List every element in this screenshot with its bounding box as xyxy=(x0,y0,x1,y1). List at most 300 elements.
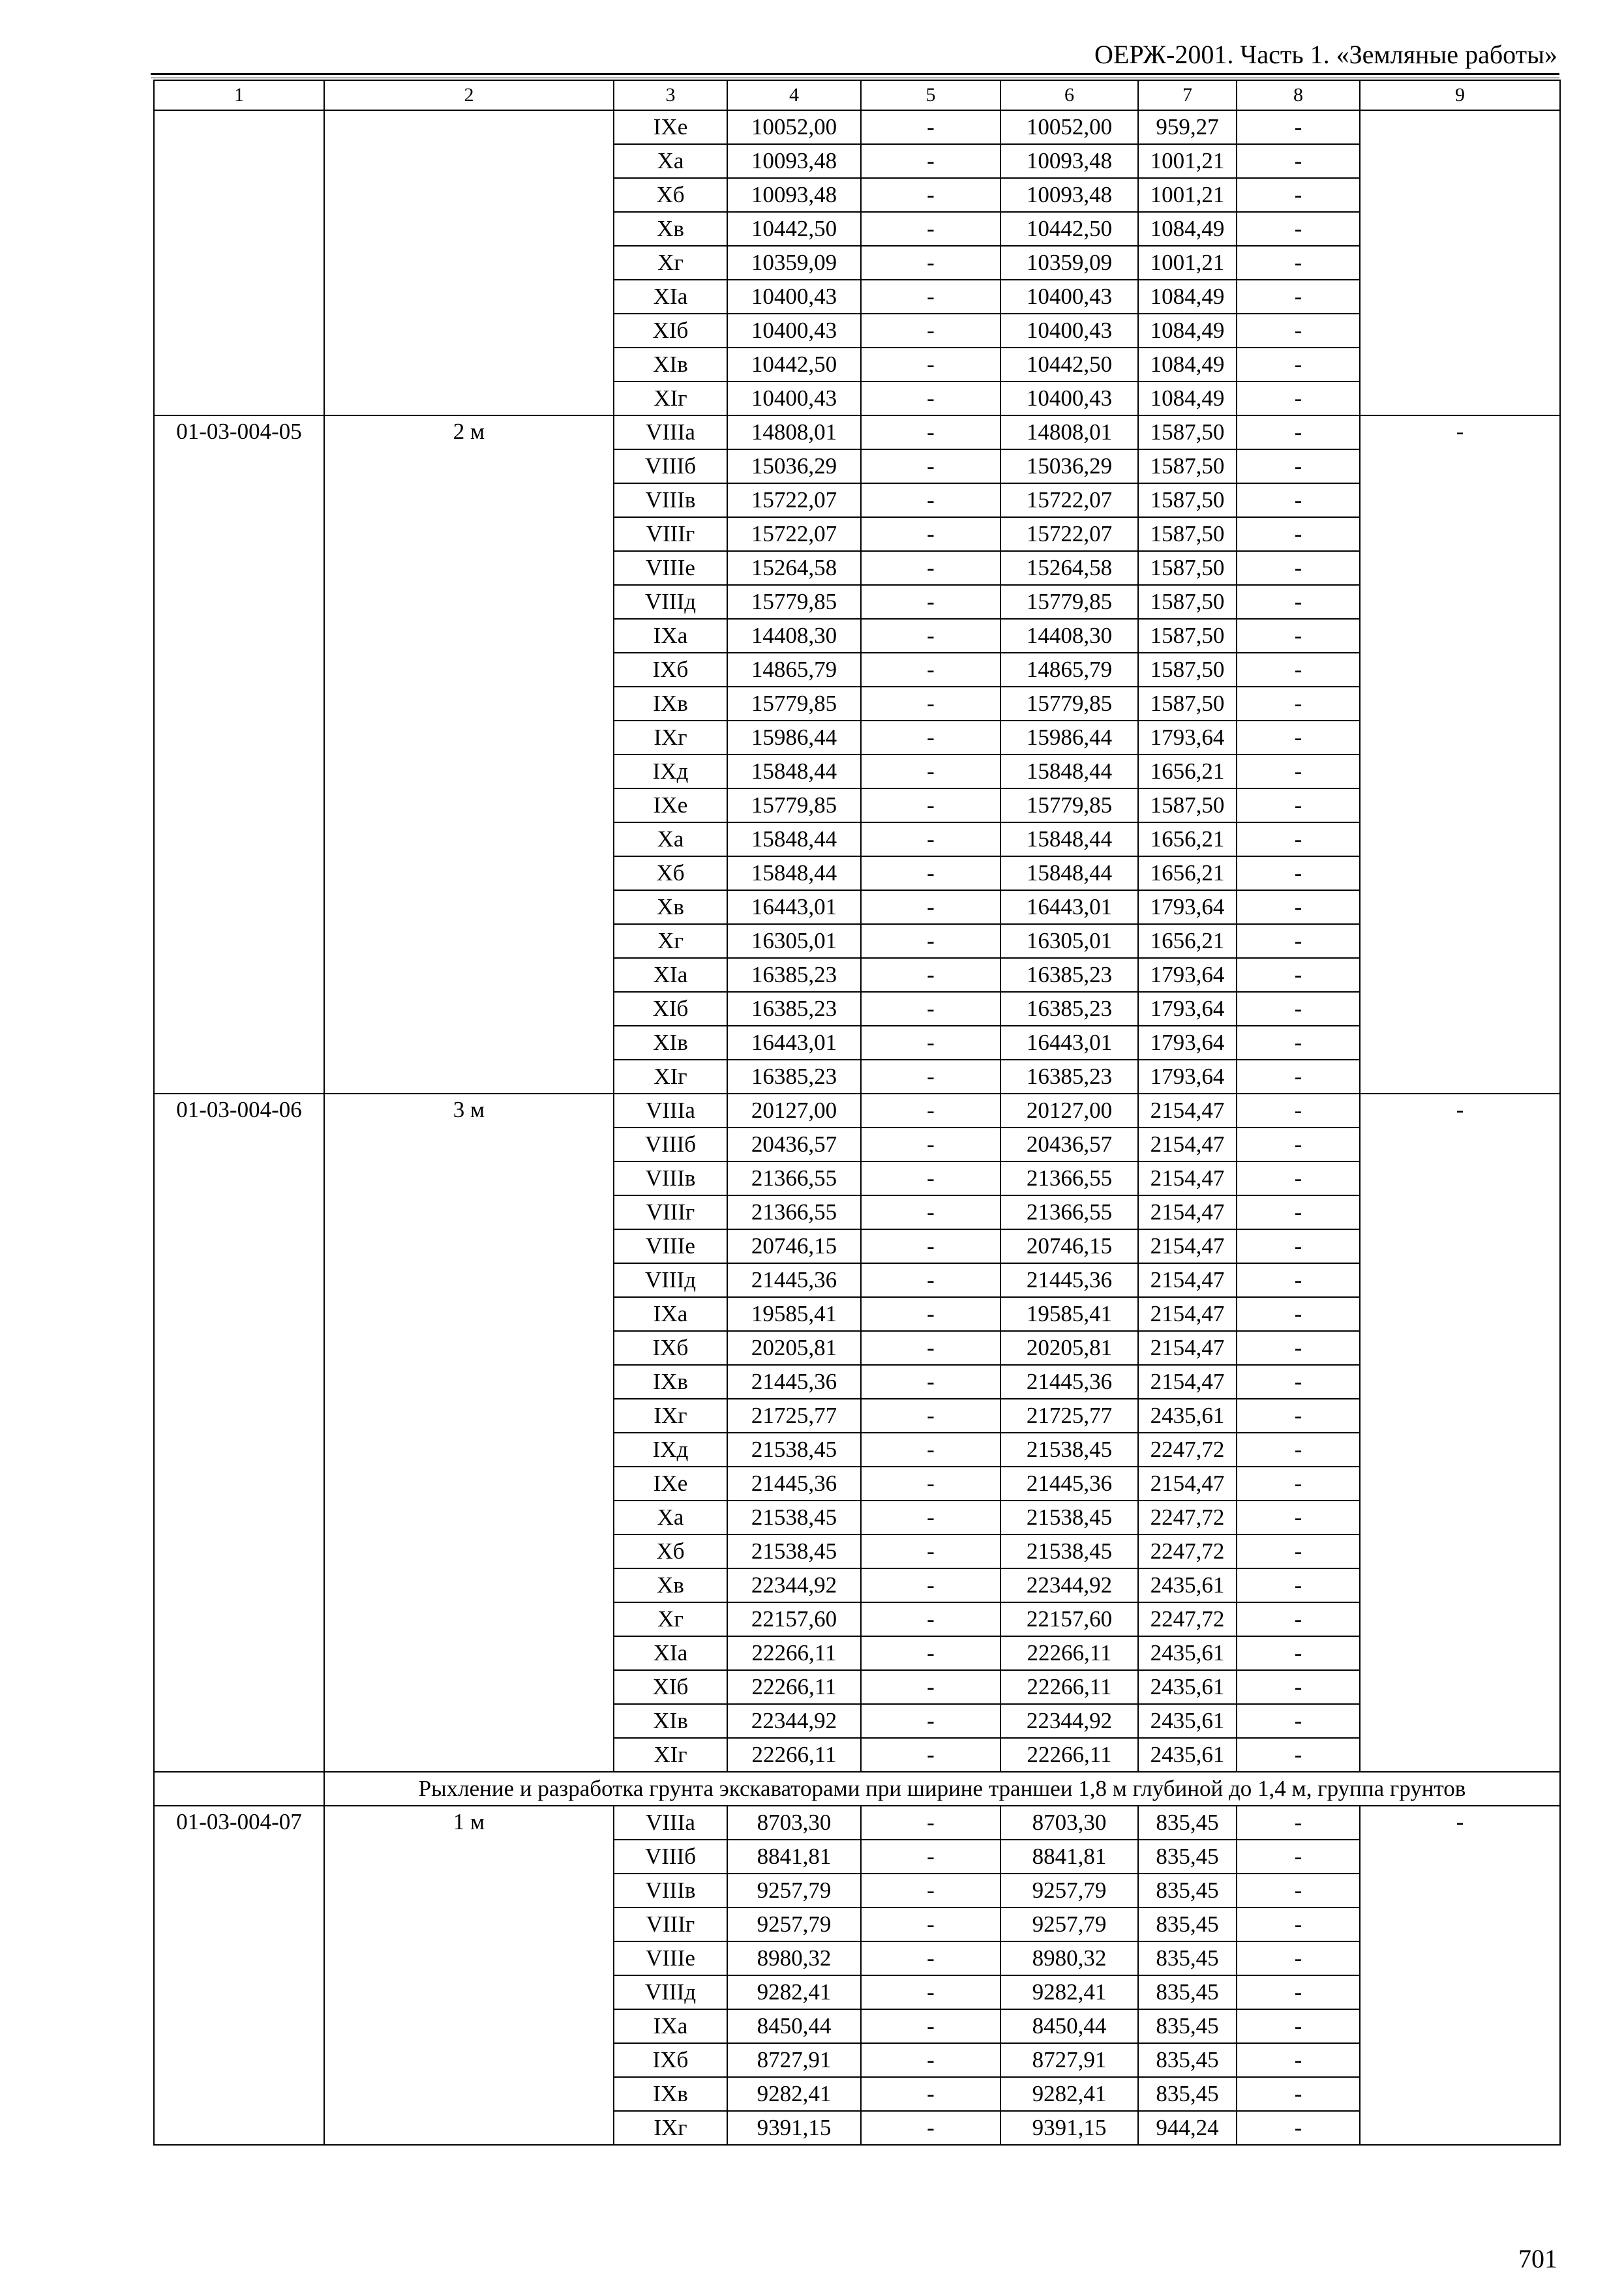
col7-value-cell: 1587,50 xyxy=(1138,619,1237,653)
col5-value-cell: - xyxy=(861,2009,1000,2043)
col7-value-cell: 2154,47 xyxy=(1138,1195,1237,1229)
col8-value-cell: - xyxy=(1237,2111,1360,2145)
col4-value-cell: 16385,23 xyxy=(727,992,861,1026)
section-title-row xyxy=(154,1772,1560,1806)
col6-value-cell: 10400,43 xyxy=(1000,314,1138,348)
soil-group-cell: IXв xyxy=(614,687,727,721)
col6-value-cell: 22266,11 xyxy=(1000,1738,1138,1772)
col4-value-cell: 9282,41 xyxy=(727,1975,861,2009)
col4-value-cell: 10400,43 xyxy=(727,280,861,314)
col5-value-cell: - xyxy=(861,822,1000,856)
col6-value-cell: 15848,44 xyxy=(1000,755,1138,788)
col5-value-cell: - xyxy=(861,1975,1000,2009)
soil-group-cell: VIIIa xyxy=(614,1094,727,1128)
col9-cell: - xyxy=(1360,1806,1560,2145)
col4-value-cell: 20746,15 xyxy=(727,1229,861,1263)
col5-value-cell: - xyxy=(861,517,1000,551)
col5-value-cell: - xyxy=(861,483,1000,517)
col4-value-cell: 15722,07 xyxy=(727,483,861,517)
section-blank-cell xyxy=(154,1772,324,1806)
header-rule xyxy=(151,73,1559,75)
col6-value-cell: 22266,11 xyxy=(1000,1636,1138,1670)
col5-value-cell: - xyxy=(861,1840,1000,1874)
col8-value-cell: - xyxy=(1237,721,1360,755)
col7-value-cell: 1656,21 xyxy=(1138,924,1237,958)
col4-value-cell: 15986,44 xyxy=(727,721,861,755)
col5-value-cell: - xyxy=(861,314,1000,348)
soil-group-cell: IXa xyxy=(614,2009,727,2043)
col7-value-cell: 2435,61 xyxy=(1138,1704,1237,1738)
col5-value-cell: - xyxy=(861,1908,1000,1941)
col5-value-cell: - xyxy=(861,110,1000,144)
col7-value-cell: 835,45 xyxy=(1138,1908,1237,1941)
col4-value-cell: 10400,43 xyxy=(727,314,861,348)
col8-value-cell: - xyxy=(1237,619,1360,653)
col5-value-cell: - xyxy=(861,1263,1000,1297)
col4-value-cell: 15264,58 xyxy=(727,551,861,585)
col5-value-cell: - xyxy=(861,653,1000,687)
col8-value-cell: - xyxy=(1237,1602,1360,1636)
col8-value-cell: - xyxy=(1237,822,1360,856)
col6-value-cell: 15722,07 xyxy=(1000,517,1138,551)
soil-group-cell: XIв xyxy=(614,1026,727,1060)
col7-value-cell: 2247,72 xyxy=(1138,1501,1237,1534)
soil-group-cell: Xв xyxy=(614,212,727,246)
col5-value-cell: - xyxy=(861,246,1000,280)
col7-value-cell: 2247,72 xyxy=(1138,1534,1237,1568)
col4-value-cell: 21366,55 xyxy=(727,1161,861,1195)
rate-code-cell: 01-03-004-07 xyxy=(154,1806,324,2145)
col7-value-cell: 1084,49 xyxy=(1138,212,1237,246)
col4-value-cell: 15848,44 xyxy=(727,755,861,788)
col8-value-cell: - xyxy=(1237,1738,1360,1772)
col7-value-cell: 1587,50 xyxy=(1138,788,1237,822)
col7-value-cell: 1587,50 xyxy=(1138,483,1237,517)
col8-value-cell: - xyxy=(1237,653,1360,687)
col5-value-cell: - xyxy=(861,1026,1000,1060)
depth-cell: 1 м xyxy=(324,1806,614,2145)
col7-value-cell: 1001,21 xyxy=(1138,144,1237,178)
col7-value-cell: 835,45 xyxy=(1138,1941,1237,1975)
col4-value-cell: 20127,00 xyxy=(727,1094,861,1128)
col6-value-cell: 20205,81 xyxy=(1000,1331,1138,1365)
col8-value-cell: - xyxy=(1237,1331,1360,1365)
col7-value-cell: 1587,50 xyxy=(1138,517,1237,551)
col5-value-cell: - xyxy=(861,348,1000,382)
soil-group-cell: VIIIг xyxy=(614,1908,727,1941)
column-header-5: 5 xyxy=(861,80,1000,110)
col5-value-cell: - xyxy=(861,212,1000,246)
col4-value-cell: 16443,01 xyxy=(727,1026,861,1060)
col7-value-cell: 2154,47 xyxy=(1138,1365,1237,1399)
col7-value-cell: 835,45 xyxy=(1138,2009,1237,2043)
col5-value-cell: - xyxy=(861,449,1000,483)
soil-group-cell: VIIIa xyxy=(614,1806,727,1840)
soil-group-cell: Xг xyxy=(614,924,727,958)
col4-value-cell: 15779,85 xyxy=(727,788,861,822)
col8-value-cell: - xyxy=(1237,1670,1360,1704)
col8-value-cell: - xyxy=(1237,1975,1360,2009)
column-header-7: 7 xyxy=(1138,80,1237,110)
column-header-1: 1 xyxy=(154,80,324,110)
soil-group-cell: IXe xyxy=(614,110,727,144)
soil-group-cell: XIб xyxy=(614,992,727,1026)
col7-value-cell: 835,45 xyxy=(1138,2043,1237,2077)
col8-value-cell: - xyxy=(1237,788,1360,822)
col6-value-cell: 21445,36 xyxy=(1000,1467,1138,1501)
col4-value-cell: 9391,15 xyxy=(727,2111,861,2145)
col7-value-cell: 2435,61 xyxy=(1138,1568,1237,1602)
col4-value-cell: 21366,55 xyxy=(727,1195,861,1229)
col5-value-cell: - xyxy=(861,1433,1000,1467)
col6-value-cell: 8841,81 xyxy=(1000,1840,1138,1874)
soil-group-cell: VIIIб xyxy=(614,1840,727,1874)
col6-value-cell: 8727,91 xyxy=(1000,2043,1138,2077)
col5-value-cell: - xyxy=(861,2077,1000,2111)
page-number: 701 xyxy=(1518,2244,1557,2273)
col5-value-cell: - xyxy=(861,1738,1000,1772)
col4-value-cell: 10093,48 xyxy=(727,144,861,178)
soil-group-cell: IXв xyxy=(614,1365,727,1399)
col4-value-cell: 8841,81 xyxy=(727,1840,861,1874)
col8-value-cell: - xyxy=(1237,280,1360,314)
col9-cell: - xyxy=(1360,1094,1560,1772)
col8-value-cell: - xyxy=(1237,1840,1360,1874)
col6-value-cell: 21366,55 xyxy=(1000,1195,1138,1229)
col6-value-cell: 10400,43 xyxy=(1000,382,1138,415)
col4-value-cell: 10442,50 xyxy=(727,212,861,246)
col7-value-cell: 2154,47 xyxy=(1138,1263,1237,1297)
col4-value-cell: 15779,85 xyxy=(727,687,861,721)
col6-value-cell: 15779,85 xyxy=(1000,788,1138,822)
col8-value-cell: - xyxy=(1237,924,1360,958)
col5-value-cell: - xyxy=(861,551,1000,585)
col8-value-cell: - xyxy=(1237,585,1360,619)
col8-value-cell: - xyxy=(1237,1399,1360,1433)
col5-value-cell: - xyxy=(861,1636,1000,1670)
page-header-title: ОЕРЖ-2001. Часть 1. «Земляные работы» xyxy=(1094,40,1557,69)
soil-group-cell: VIIIг xyxy=(614,1195,727,1229)
col6-value-cell: 15036,29 xyxy=(1000,449,1138,483)
col4-value-cell: 15722,07 xyxy=(727,517,861,551)
col7-value-cell: 2154,47 xyxy=(1138,1128,1237,1161)
column-header-8: 8 xyxy=(1237,80,1360,110)
table-row xyxy=(154,1094,1560,1128)
col7-value-cell: 1084,49 xyxy=(1138,382,1237,415)
col8-value-cell: - xyxy=(1237,992,1360,1026)
col4-value-cell: 21725,77 xyxy=(727,1399,861,1433)
col8-value-cell: - xyxy=(1237,890,1360,924)
col6-value-cell: 14408,30 xyxy=(1000,619,1138,653)
col6-value-cell: 10052,00 xyxy=(1000,110,1138,144)
col4-value-cell: 9257,79 xyxy=(727,1908,861,1941)
col7-value-cell: 2154,47 xyxy=(1138,1229,1237,1263)
soil-group-cell: XIa xyxy=(614,958,727,992)
col8-value-cell: - xyxy=(1237,687,1360,721)
col7-value-cell: 1793,64 xyxy=(1138,721,1237,755)
col6-value-cell: 22266,11 xyxy=(1000,1670,1138,1704)
soil-group-cell: IXe xyxy=(614,1467,727,1501)
col4-value-cell: 14408,30 xyxy=(727,619,861,653)
col5-value-cell: - xyxy=(861,280,1000,314)
col7-value-cell: 2247,72 xyxy=(1138,1602,1237,1636)
soil-group-cell: XIa xyxy=(614,1636,727,1670)
col8-value-cell: - xyxy=(1237,1263,1360,1297)
rate-code-cell: 01-03-004-06 xyxy=(154,1094,324,1772)
col7-value-cell: 835,45 xyxy=(1138,1806,1237,1840)
column-header-6: 6 xyxy=(1000,80,1138,110)
col5-value-cell: - xyxy=(861,178,1000,212)
col6-value-cell: 9391,15 xyxy=(1000,2111,1138,2145)
col8-value-cell: - xyxy=(1237,1908,1360,1941)
col7-value-cell: 2154,47 xyxy=(1138,1331,1237,1365)
col6-value-cell: 21538,45 xyxy=(1000,1433,1138,1467)
col4-value-cell: 9257,79 xyxy=(727,1874,861,1908)
col7-value-cell: 2154,47 xyxy=(1138,1094,1237,1128)
soil-group-cell: VIIIe xyxy=(614,1229,727,1263)
column-header-9: 9 xyxy=(1360,80,1560,110)
col5-value-cell: - xyxy=(861,1501,1000,1534)
col5-value-cell: - xyxy=(861,1399,1000,1433)
col6-value-cell: 10442,50 xyxy=(1000,212,1138,246)
col7-value-cell: 1793,64 xyxy=(1138,958,1237,992)
col7-value-cell: 1084,49 xyxy=(1138,314,1237,348)
col6-value-cell: 16385,23 xyxy=(1000,1060,1138,1094)
col7-value-cell: 835,45 xyxy=(1138,1840,1237,1874)
col8-value-cell: - xyxy=(1237,178,1360,212)
col4-value-cell: 19585,41 xyxy=(727,1297,861,1331)
col5-value-cell: - xyxy=(861,1467,1000,1501)
col6-value-cell: 9282,41 xyxy=(1000,1975,1138,2009)
col4-value-cell: 21445,36 xyxy=(727,1263,861,1297)
col8-value-cell: - xyxy=(1237,246,1360,280)
col6-value-cell: 15779,85 xyxy=(1000,687,1138,721)
soil-group-cell: IXe xyxy=(614,788,727,822)
col4-value-cell: 15779,85 xyxy=(727,585,861,619)
soil-group-cell: VIIIв xyxy=(614,1161,727,1195)
soil-group-cell: Xг xyxy=(614,1602,727,1636)
col6-value-cell: 16443,01 xyxy=(1000,890,1138,924)
col8-value-cell: - xyxy=(1237,1365,1360,1399)
col4-value-cell: 22344,92 xyxy=(727,1568,861,1602)
soil-group-cell: XIб xyxy=(614,314,727,348)
col4-value-cell: 21445,36 xyxy=(727,1365,861,1399)
soil-group-cell: Xб xyxy=(614,856,727,890)
rates-table xyxy=(153,80,1561,2146)
soil-group-cell: Xв xyxy=(614,890,727,924)
soil-group-cell: VIIIб xyxy=(614,1128,727,1161)
col8-value-cell: - xyxy=(1237,1941,1360,1975)
soil-group-cell: VIIIд xyxy=(614,1975,727,2009)
col5-value-cell: - xyxy=(861,1094,1000,1128)
col4-value-cell: 21538,45 xyxy=(727,1534,861,1568)
col8-value-cell: - xyxy=(1237,212,1360,246)
col4-value-cell: 14808,01 xyxy=(727,415,861,449)
soil-group-cell: VIIIб xyxy=(614,449,727,483)
col8-value-cell: - xyxy=(1237,449,1360,483)
soil-group-cell: XIг xyxy=(614,1738,727,1772)
col4-value-cell: 10093,48 xyxy=(727,178,861,212)
table-row xyxy=(154,1806,1560,1840)
soil-group-cell: VIIIв xyxy=(614,1874,727,1908)
col4-value-cell: 22266,11 xyxy=(727,1670,861,1704)
col7-value-cell: 1084,49 xyxy=(1138,280,1237,314)
col6-value-cell: 10093,48 xyxy=(1000,144,1138,178)
col8-value-cell: - xyxy=(1237,110,1360,144)
col5-value-cell: - xyxy=(861,1195,1000,1229)
rate-code-cell xyxy=(154,110,324,415)
soil-group-cell: VIIIв xyxy=(614,483,727,517)
column-header-4: 4 xyxy=(727,80,861,110)
rate-code-cell: 01-03-004-05 xyxy=(154,415,324,1094)
col4-value-cell: 9282,41 xyxy=(727,2077,861,2111)
col7-value-cell: 2435,61 xyxy=(1138,1399,1237,1433)
col8-value-cell: - xyxy=(1237,1534,1360,1568)
col8-value-cell: - xyxy=(1237,1433,1360,1467)
soil-group-cell: Xб xyxy=(614,178,727,212)
col4-value-cell: 15848,44 xyxy=(727,822,861,856)
col8-value-cell: - xyxy=(1237,1704,1360,1738)
col8-value-cell: - xyxy=(1237,551,1360,585)
soil-group-cell: IXд xyxy=(614,755,727,788)
col6-value-cell: 22157,60 xyxy=(1000,1602,1138,1636)
col8-value-cell: - xyxy=(1237,1060,1360,1094)
col4-value-cell: 8727,91 xyxy=(727,2043,861,2077)
column-number-row xyxy=(154,80,1560,110)
col6-value-cell: 15986,44 xyxy=(1000,721,1138,755)
soil-group-cell: XIб xyxy=(614,1670,727,1704)
col6-value-cell: 10442,50 xyxy=(1000,348,1138,382)
soil-group-cell: XIг xyxy=(614,382,727,415)
col9-cell: - xyxy=(1360,415,1560,1094)
col4-value-cell: 15848,44 xyxy=(727,856,861,890)
col8-value-cell: - xyxy=(1237,856,1360,890)
soil-group-cell: IXб xyxy=(614,2043,727,2077)
col4-value-cell: 10052,00 xyxy=(727,110,861,144)
depth-cell: 3 м xyxy=(324,1094,614,1772)
col5-value-cell: - xyxy=(861,1704,1000,1738)
soil-group-cell: Xб xyxy=(614,1534,727,1568)
col7-value-cell: 835,45 xyxy=(1138,1874,1237,1908)
col7-value-cell: 1793,64 xyxy=(1138,992,1237,1026)
col4-value-cell: 21538,45 xyxy=(727,1501,861,1534)
soil-group-cell: IXб xyxy=(614,653,727,687)
column-header-2: 2 xyxy=(324,80,614,110)
col7-value-cell: 1656,21 xyxy=(1138,755,1237,788)
table-header xyxy=(154,80,1560,110)
col5-value-cell: - xyxy=(861,1060,1000,1094)
column-header-3: 3 xyxy=(614,80,727,110)
col8-value-cell: - xyxy=(1237,144,1360,178)
col7-value-cell: 1793,64 xyxy=(1138,890,1237,924)
col6-value-cell: 15779,85 xyxy=(1000,585,1138,619)
soil-group-cell: IXд xyxy=(614,1433,727,1467)
col6-value-cell: 16385,23 xyxy=(1000,992,1138,1026)
col6-value-cell: 15264,58 xyxy=(1000,551,1138,585)
col8-value-cell: - xyxy=(1237,1161,1360,1195)
col7-value-cell: 1656,21 xyxy=(1138,856,1237,890)
col4-value-cell: 8703,30 xyxy=(727,1806,861,1840)
col4-value-cell: 22157,60 xyxy=(727,1602,861,1636)
col4-value-cell: 16443,01 xyxy=(727,890,861,924)
col4-value-cell: 20436,57 xyxy=(727,1128,861,1161)
col8-value-cell: - xyxy=(1237,1636,1360,1670)
col6-value-cell: 21445,36 xyxy=(1000,1263,1138,1297)
col8-value-cell: - xyxy=(1237,2009,1360,2043)
col8-value-cell: - xyxy=(1237,1568,1360,1602)
soil-group-cell: VIIIa xyxy=(614,415,727,449)
col7-value-cell: 1656,21 xyxy=(1138,822,1237,856)
col7-value-cell: 1001,21 xyxy=(1138,178,1237,212)
col6-value-cell: 15722,07 xyxy=(1000,483,1138,517)
col7-value-cell: 1587,50 xyxy=(1138,551,1237,585)
col8-value-cell: - xyxy=(1237,1806,1360,1840)
col7-value-cell: 2154,47 xyxy=(1138,1297,1237,1331)
col8-value-cell: - xyxy=(1237,755,1360,788)
col8-value-cell: - xyxy=(1237,958,1360,992)
col5-value-cell: - xyxy=(861,924,1000,958)
col5-value-cell: - xyxy=(861,1941,1000,1975)
col6-value-cell: 21538,45 xyxy=(1000,1501,1138,1534)
col6-value-cell: 22344,92 xyxy=(1000,1704,1138,1738)
col4-value-cell: 8450,44 xyxy=(727,2009,861,2043)
col8-value-cell: - xyxy=(1237,1467,1360,1501)
soil-group-cell: Xa xyxy=(614,822,727,856)
col8-value-cell: - xyxy=(1237,1026,1360,1060)
table-row xyxy=(154,415,1560,449)
soil-group-cell: VIIIг xyxy=(614,517,727,551)
col6-value-cell: 8980,32 xyxy=(1000,1941,1138,1975)
col7-value-cell: 2247,72 xyxy=(1138,1433,1237,1467)
col8-value-cell: - xyxy=(1237,2043,1360,2077)
col8-value-cell: - xyxy=(1237,2077,1360,2111)
col4-value-cell: 10359,09 xyxy=(727,246,861,280)
col5-value-cell: - xyxy=(861,1161,1000,1195)
col7-value-cell: 2435,61 xyxy=(1138,1636,1237,1670)
col4-value-cell: 14865,79 xyxy=(727,653,861,687)
col7-value-cell: 835,45 xyxy=(1138,2077,1237,2111)
col4-value-cell: 20205,81 xyxy=(727,1331,861,1365)
depth-cell xyxy=(324,110,614,415)
col6-value-cell: 14808,01 xyxy=(1000,415,1138,449)
col9-cell xyxy=(1360,110,1560,415)
col8-value-cell: - xyxy=(1237,415,1360,449)
soil-group-cell: Xa xyxy=(614,144,727,178)
col5-value-cell: - xyxy=(861,144,1000,178)
col4-value-cell: 10442,50 xyxy=(727,348,861,382)
table-body xyxy=(154,110,1560,2145)
col6-value-cell: 21538,45 xyxy=(1000,1534,1138,1568)
col6-value-cell: 21445,36 xyxy=(1000,1365,1138,1399)
col4-value-cell: 16385,23 xyxy=(727,1060,861,1094)
col8-value-cell: - xyxy=(1237,382,1360,415)
col5-value-cell: - xyxy=(861,619,1000,653)
col5-value-cell: - xyxy=(861,721,1000,755)
col7-value-cell: 1587,50 xyxy=(1138,687,1237,721)
soil-group-cell: IXг xyxy=(614,1399,727,1433)
col6-value-cell: 20746,15 xyxy=(1000,1229,1138,1263)
col6-value-cell: 21366,55 xyxy=(1000,1161,1138,1195)
col6-value-cell: 21725,77 xyxy=(1000,1399,1138,1433)
col5-value-cell: - xyxy=(861,1128,1000,1161)
col6-value-cell: 15848,44 xyxy=(1000,822,1138,856)
col6-value-cell: 16385,23 xyxy=(1000,958,1138,992)
col8-value-cell: - xyxy=(1237,1128,1360,1161)
col5-value-cell: - xyxy=(861,1229,1000,1263)
soil-group-cell: Xв xyxy=(614,1568,727,1602)
soil-group-cell: XIв xyxy=(614,348,727,382)
col5-value-cell: - xyxy=(861,1331,1000,1365)
